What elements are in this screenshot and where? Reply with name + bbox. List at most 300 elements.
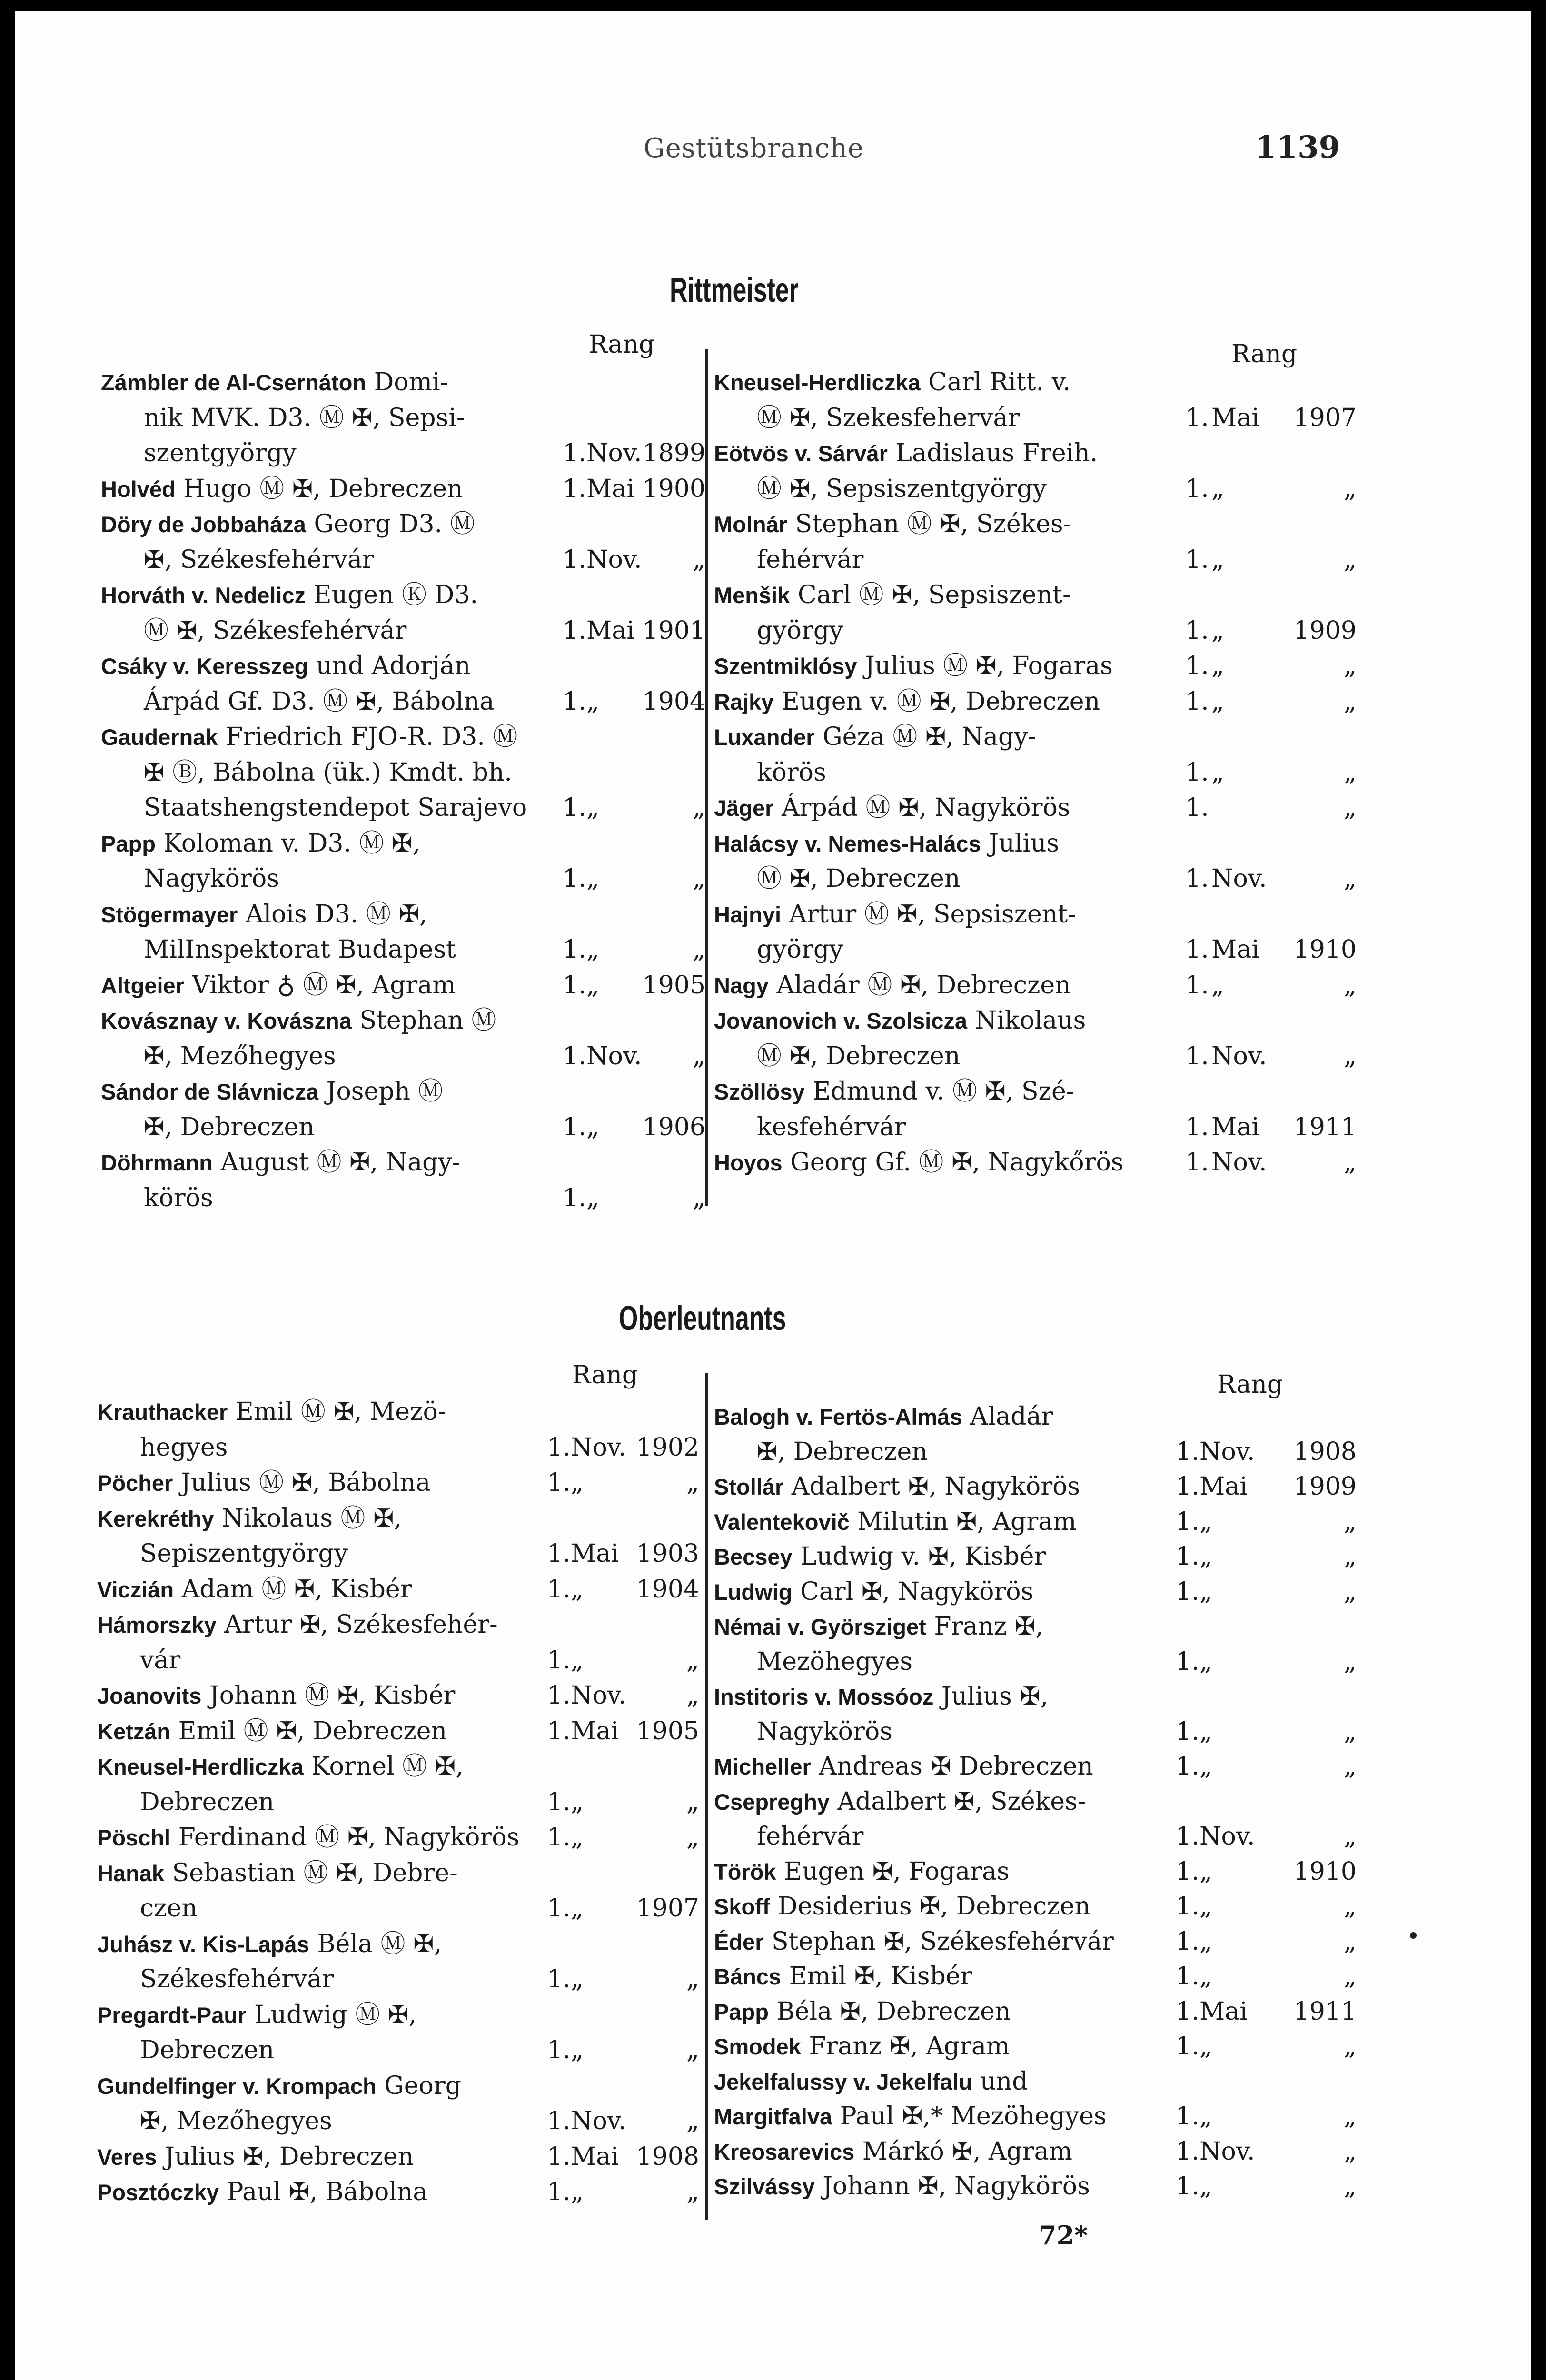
entry-row xyxy=(714,1434,1357,1469)
officer-name: Veres xyxy=(97,2144,157,2170)
entry-text: Ludwig Ⓜ ✠, xyxy=(246,2000,416,2029)
entry-text: Ludwig v. ✠, Kisbér xyxy=(792,1542,1046,1571)
rank-month: „ xyxy=(586,864,599,893)
entry-text: Géza Ⓜ ✠, Nagy- xyxy=(814,723,1037,751)
rank-month: „ xyxy=(1199,1717,1212,1746)
entry-text: Koloman v. D3. Ⓜ ✠, xyxy=(155,829,421,858)
entry-row xyxy=(97,2139,699,2174)
entry-row xyxy=(101,471,705,506)
rank-year: „ xyxy=(693,1041,705,1071)
rank-month: „ xyxy=(1199,1752,1212,1781)
rang-header-left: Rang xyxy=(572,1361,638,1389)
entry-text: Ferdinand Ⓜ ✠, Nagykörös xyxy=(170,1823,520,1852)
entry-text: Paul ✠, Bábolna xyxy=(218,2178,428,2206)
section-title-oberleutnants: Oberleutnants xyxy=(619,1299,786,1338)
rank-year: „ xyxy=(1344,1822,1357,1851)
rank-year: 1910 xyxy=(1293,935,1357,964)
rank-day: 1. xyxy=(1176,1542,1199,1571)
rank-year: 1905 xyxy=(636,1716,699,1745)
rank-day: 1. xyxy=(563,935,586,964)
entry-text: Georg xyxy=(376,2071,461,2100)
entry-row xyxy=(101,1110,705,1145)
entry-text: Ⓜ ✠, Debreczen xyxy=(757,1041,961,1071)
entry-row xyxy=(714,1924,1357,1959)
entry-row xyxy=(714,2099,1357,2134)
entry-text: ✠, Székesfehérvár xyxy=(144,545,374,574)
page-number: 1139 xyxy=(1255,129,1340,165)
rank-year: 1904 xyxy=(636,1575,699,1604)
officer-name: Rajky xyxy=(714,689,774,714)
rank-year: „ xyxy=(1344,2137,1357,2166)
entry-text: nik MVK. D3. Ⓜ ✠, Sepsi- xyxy=(144,403,465,432)
entry-row xyxy=(714,1854,1357,1889)
entry-row xyxy=(97,1714,699,1749)
rang-header-left: Rang xyxy=(589,330,655,359)
entry-text: Johann ✠, Nagykörös xyxy=(814,2172,1090,2201)
officer-name: Nagy xyxy=(714,972,769,998)
entry-text: Sepiszentgyörgy xyxy=(140,1539,348,1568)
officer-name: Valentekovič xyxy=(714,1509,850,1535)
officer-name: Kneusel-Herdliczka xyxy=(97,1754,304,1779)
entry-row xyxy=(97,2033,699,2068)
rank-month: „ xyxy=(571,2036,584,2064)
entry-text: Johann Ⓜ ✠, Kisbér xyxy=(201,1681,456,1710)
rank-year: „ xyxy=(1344,1892,1357,1921)
rank-month: „ xyxy=(1211,474,1224,503)
entry-text: hegyes xyxy=(140,1433,228,1462)
entry-row xyxy=(714,1784,1357,1819)
entry-row xyxy=(714,1399,1357,1434)
entry-text: Artur ✠, Székesfehér- xyxy=(216,1610,498,1639)
entry-text: Nagykörös xyxy=(144,864,279,893)
entry-text: Ⓜ ✠, Szekesfehervár xyxy=(757,403,1020,432)
entry-row xyxy=(714,506,1357,542)
entry-text: Julius ✠, xyxy=(933,1682,1049,1711)
officer-name: Kerekréthy xyxy=(97,1506,214,1531)
rank-year: „ xyxy=(693,545,705,574)
rank-month: „ xyxy=(1211,758,1224,787)
section-title-rittmeister: Rittmeister xyxy=(670,271,799,309)
entry-row xyxy=(97,1572,699,1607)
officer-name: Viczián xyxy=(97,1577,174,1602)
officer-name: Szöllösy xyxy=(714,1079,805,1104)
officer-name: Kneusel-Herdliczka xyxy=(714,370,921,395)
rank-year: „ xyxy=(686,1468,699,1497)
entry-row xyxy=(101,1074,705,1109)
rank-day: 1. xyxy=(563,474,586,503)
rank-day: 1. xyxy=(1176,2172,1199,2201)
officer-name: Juhász v. Kis-Lapás xyxy=(97,1931,309,1957)
rank-year: 1908 xyxy=(1293,1437,1357,1466)
entry-text: und Adorján xyxy=(308,652,471,680)
rank-year: 1905 xyxy=(642,971,705,1000)
rank-month: „ xyxy=(571,1894,584,1923)
entry-row xyxy=(101,613,705,648)
officer-name: Stollár xyxy=(714,1474,784,1499)
rank-day: 1. xyxy=(1185,474,1209,503)
rank-month: „ xyxy=(1199,1927,1212,1956)
rank-day: 1. xyxy=(547,1681,571,1710)
rank-year: 1900 xyxy=(642,474,705,503)
entry-text: Joseph Ⓜ xyxy=(318,1077,443,1106)
officer-name: Sándor de Slávnicza xyxy=(101,1079,319,1104)
entry-text: Aladár xyxy=(962,1402,1053,1431)
officer-name: Pregardt-Paur xyxy=(97,2002,247,2028)
officer-name: Pöcher xyxy=(97,1470,173,1496)
entry-row xyxy=(101,1003,705,1038)
rank-year: 1908 xyxy=(636,2142,699,2171)
entry-row xyxy=(714,1959,1357,1994)
rank-month: „ xyxy=(586,971,599,1000)
rank-year: 1904 xyxy=(642,687,705,716)
entry-row xyxy=(97,1891,699,1926)
rank-year: 1911 xyxy=(1293,1997,1357,2026)
entry-row xyxy=(101,542,705,577)
entry-text: Ⓜ ✠, Sepsiszentgyörgy xyxy=(757,474,1047,503)
officer-name: Ludwig xyxy=(714,1579,793,1605)
entry-text: Georg D3. Ⓜ xyxy=(306,510,475,538)
entry-text: August Ⓜ ✠, Nagy- xyxy=(213,1148,461,1177)
entry-text: Viktor ♁ Ⓜ ✠, Agram xyxy=(184,971,456,1000)
entry-text: Debreczen xyxy=(140,2036,275,2064)
entry-row xyxy=(714,1539,1357,1574)
rank-month: Mai xyxy=(1199,1997,1248,2026)
entry-text: und xyxy=(972,2067,1028,2096)
rank-day: 1. xyxy=(1185,971,1209,1000)
rank-year: „ xyxy=(693,864,705,893)
entry-row xyxy=(714,471,1357,506)
entry-text: Eugen v. Ⓜ ✠, Debreczen xyxy=(773,687,1100,716)
entry-row xyxy=(714,1994,1357,2029)
officer-name: Eötvös v. Sárvár xyxy=(714,441,888,466)
officer-name: Altgeier xyxy=(101,972,184,998)
running-header: Gestütsbranche xyxy=(644,133,864,164)
entry-row xyxy=(714,1609,1357,1644)
rank-day: 1. xyxy=(1176,1822,1199,1851)
rank-month: Nov. xyxy=(586,545,642,574)
officer-name: Institoris v. Mossóoz xyxy=(714,1684,934,1709)
entry-row xyxy=(101,506,705,542)
rank-day: 1. xyxy=(563,1112,586,1141)
officer-name: Micheller xyxy=(714,1754,811,1779)
rang-header-right: Rang xyxy=(1217,1370,1283,1399)
entry-text: ✠, Debreczen xyxy=(757,1437,928,1466)
entry-row xyxy=(97,1465,699,1500)
rank-year: 1909 xyxy=(1293,616,1357,645)
rank-year: „ xyxy=(1344,2032,1357,2061)
entry-row xyxy=(101,684,705,719)
entry-row xyxy=(714,577,1357,613)
rank-month: „ xyxy=(586,687,599,716)
rank-month: „ xyxy=(571,2178,584,2206)
rank-year: „ xyxy=(1344,1962,1357,1991)
entry-text: vár xyxy=(140,1646,181,1675)
rank-year: „ xyxy=(1344,2102,1357,2131)
officer-name: Stögermayer xyxy=(101,902,238,927)
entry-text: györgy xyxy=(757,616,843,645)
officer-name: Posztóczky xyxy=(97,2180,219,2205)
entry-text: györgy xyxy=(757,935,843,964)
officer-name: Hámorszky xyxy=(97,1612,217,1637)
officer-name: Kovásznay v. Kovászna xyxy=(101,1008,352,1033)
entry-text: Nagykörös xyxy=(757,1717,892,1746)
rank-month: „ xyxy=(571,1468,584,1497)
rank-month: „ xyxy=(571,1823,584,1852)
entry-text: Franz ✠, Agram xyxy=(801,2032,1010,2061)
rank-year: „ xyxy=(1344,1927,1357,1956)
rank-month: Mai xyxy=(1211,403,1259,432)
entry-text: Desiderius ✠, Debreczen xyxy=(770,1892,1090,1921)
entry-row xyxy=(101,1180,705,1216)
entry-row xyxy=(97,1607,699,1642)
rank-day: 1. xyxy=(563,971,586,1000)
entry-text: körös xyxy=(144,1183,213,1212)
entry-text: Paul ✠,* Mezöhegyes xyxy=(832,2102,1107,2131)
entry-row xyxy=(101,968,705,1003)
rank-day: 1. xyxy=(563,687,586,716)
entry-text: MilInspektorat Budapest xyxy=(144,935,456,964)
rank-month: „ xyxy=(1199,1542,1212,1571)
officer-name: Smodek xyxy=(714,2034,801,2059)
entry-text: Béla Ⓜ ✠, xyxy=(309,1929,442,1958)
entry-text: Julius Ⓜ ✠, Fogaras xyxy=(857,652,1113,680)
officer-name: Halácsy v. Nemes-Halács xyxy=(714,831,981,856)
entry-row xyxy=(714,2169,1357,2204)
entry-row xyxy=(714,719,1357,754)
rank-month: „ xyxy=(1211,652,1224,680)
officer-name: Joanovits xyxy=(97,1683,202,1708)
rank-day: 1. xyxy=(563,1041,586,1071)
officer-name: Menšik xyxy=(714,583,790,608)
rank-month: „ xyxy=(1199,1577,1212,1606)
entry-row xyxy=(714,826,1357,861)
entry-row xyxy=(97,1855,699,1891)
rank-year: 1907 xyxy=(1293,403,1357,432)
rank-day: 1. xyxy=(547,1894,571,1923)
officer-name: Csepreghy xyxy=(714,1789,830,1815)
entry-row xyxy=(97,1785,699,1820)
rank-day: 1. xyxy=(1185,687,1209,716)
entry-row xyxy=(97,1820,699,1855)
entry-row xyxy=(101,790,705,825)
officer-name: Pöschl xyxy=(97,1825,171,1850)
entry-row xyxy=(101,365,705,400)
rank-year: „ xyxy=(1344,758,1357,787)
entry-text: ✠ Ⓑ, Bábolna (ük.) Kmdt. bh. xyxy=(144,758,512,787)
entry-row xyxy=(714,400,1357,436)
rank-year: „ xyxy=(1344,1542,1357,1571)
entry-text: Carl Ⓜ ✠, Sepsiszent- xyxy=(790,581,1071,609)
entry-row xyxy=(714,648,1357,684)
officer-name: Szentmiklósy xyxy=(714,654,857,679)
officer-name: Török xyxy=(714,1859,776,1884)
rank-year: 1909 xyxy=(1293,1472,1357,1501)
rank-day: 1. xyxy=(1176,1857,1199,1886)
entry-text: szentgyörgy xyxy=(144,439,297,467)
entry-text: Artur Ⓜ ✠, Sepsiszent- xyxy=(781,900,1076,929)
entry-row xyxy=(714,790,1357,825)
rank-day: 1. xyxy=(1185,1112,1209,1141)
officer-name: Zámbler de Al-Csernáton xyxy=(101,370,367,395)
entry-text: ✠, Mezőhegyes xyxy=(140,2107,332,2135)
rank-month: „ xyxy=(1199,1647,1212,1676)
entry-row xyxy=(101,436,705,471)
officer-name: Némai v. Györsziget xyxy=(714,1614,926,1639)
ink-dot xyxy=(1410,1932,1417,1939)
rank-day: 1. xyxy=(547,1433,571,1462)
rank-month: Mai xyxy=(586,474,634,503)
officer-name: Éder xyxy=(714,1929,764,1954)
rank-month: „ xyxy=(1199,1857,1212,1886)
entry-text: Árpád Gf. D3. Ⓜ ✠, Bábolna xyxy=(144,687,495,716)
entry-text: Julius xyxy=(981,829,1060,858)
rank-month: „ xyxy=(586,935,599,964)
rank-day: 1. xyxy=(563,545,586,574)
rank-month: Mai xyxy=(571,1539,619,1568)
rank-day: 1. xyxy=(563,793,586,822)
entry-row xyxy=(714,1469,1357,1504)
entry-row xyxy=(97,1430,699,1465)
rank-day: 1. xyxy=(547,2036,571,2064)
rank-month: „ xyxy=(1211,616,1224,645)
entry-text: czen xyxy=(140,1894,198,1923)
rank-year: „ xyxy=(686,1787,699,1816)
entry-row xyxy=(714,2134,1357,2169)
entry-text: Carl Ritt. v. xyxy=(920,368,1071,397)
entry-text: Adam Ⓜ ✠, Kisbér xyxy=(174,1575,412,1604)
rank-year: „ xyxy=(686,2107,699,2135)
rank-day: 1. xyxy=(1185,652,1209,680)
entry-row xyxy=(97,2174,699,2210)
entry-text: ✠, Mezőhegyes xyxy=(144,1041,336,1071)
entry-row xyxy=(101,400,705,436)
entry-row xyxy=(714,1574,1357,1609)
rank-day: 1. xyxy=(1185,935,1209,964)
rank-month: „ xyxy=(586,1112,599,1141)
rank-day: 1. xyxy=(1176,2032,1199,2061)
entry-row xyxy=(101,1145,705,1180)
rank-month: Nov. xyxy=(1211,1041,1267,1071)
entry-row xyxy=(714,1110,1357,1145)
rank-day: 1. xyxy=(563,616,586,645)
rank-year: „ xyxy=(1344,1041,1357,1071)
rank-year: „ xyxy=(686,2036,699,2064)
rank-day: 1. xyxy=(1185,403,1209,432)
entry-text: Alois D3. Ⓜ ✠, xyxy=(238,900,427,929)
rank-year: 1910 xyxy=(1293,1857,1357,1886)
rank-month: Nov. xyxy=(586,439,642,467)
rank-month: Mai xyxy=(1199,1472,1248,1501)
rank-year: „ xyxy=(686,1823,699,1852)
entry-row xyxy=(97,1643,699,1678)
entry-row xyxy=(714,1714,1357,1749)
rank-year: 1907 xyxy=(636,1894,699,1923)
entry-row xyxy=(97,1536,699,1571)
rank-month: Nov. xyxy=(1199,1822,1255,1851)
entry-text: Nikolaus Ⓜ ✠, xyxy=(214,1504,402,1533)
rang-header-right: Rang xyxy=(1231,340,1298,368)
officer-name: Jovanovich v. Szolsicza xyxy=(714,1008,968,1033)
entry-text: Emil Ⓜ ✠, Debreczen xyxy=(170,1716,447,1745)
rank-month: „ xyxy=(1199,1892,1212,1921)
entry-text: Márkó ✠, Agram xyxy=(854,2137,1072,2166)
rank-year: 1902 xyxy=(636,1433,699,1462)
officer-name: Krauthacker xyxy=(97,1399,228,1425)
entry-row xyxy=(101,861,705,896)
rank-day: 1. xyxy=(1176,2137,1199,2166)
officer-name: Gundelfinger v. Krompach xyxy=(97,2073,377,2099)
entry-row xyxy=(714,613,1357,648)
rank-month: Nov. xyxy=(571,2107,626,2135)
entry-row xyxy=(101,577,705,613)
rank-year: „ xyxy=(693,1183,705,1212)
entry-text: Staatshengstendepot Sarajevo xyxy=(144,793,527,822)
entry-row xyxy=(714,897,1357,932)
rank-day: 1. xyxy=(563,864,586,893)
rank-month: Nov. xyxy=(571,1433,626,1462)
entry-text: Stephan Ⓜ xyxy=(351,1006,496,1035)
rank-month: „ xyxy=(1199,2172,1212,2201)
rank-year: 1911 xyxy=(1293,1112,1357,1141)
rank-month: Mai xyxy=(571,1716,619,1745)
entry-text: Emil ✠, Kisbér xyxy=(781,1962,972,1991)
rank-month: „ xyxy=(1199,2032,1212,2061)
entry-text: Debreczen xyxy=(140,1787,275,1816)
entry-text: Ⓜ ✠, Székesfehérvár xyxy=(144,616,407,645)
rank-year: „ xyxy=(1344,864,1357,893)
entry-text: Emil Ⓜ ✠, Mezö- xyxy=(228,1398,446,1426)
rank-year: „ xyxy=(1344,545,1357,574)
rank-day: 1. xyxy=(1185,1041,1209,1071)
rank-month: Nov. xyxy=(1211,1148,1267,1177)
rank-day: 1. xyxy=(1185,793,1209,822)
entry-text: Milutin ✠, Agram xyxy=(849,1507,1077,1536)
entry-row xyxy=(97,1678,699,1713)
entry-text: fehérvár xyxy=(757,1822,864,1851)
officer-name: Gaudernak xyxy=(101,724,218,750)
rank-day: 1. xyxy=(1185,864,1209,893)
entry-text: Domi- xyxy=(366,368,449,397)
entry-text: Aladár Ⓜ ✠, Debreczen xyxy=(768,971,1071,1000)
rank-day: 1. xyxy=(1185,545,1209,574)
rank-day: 1. xyxy=(547,1539,571,1568)
rank-year: 1903 xyxy=(636,1539,699,1568)
entry-row xyxy=(714,932,1357,967)
rank-month: „ xyxy=(571,1646,584,1675)
entry-row xyxy=(714,436,1357,471)
officer-name: Döry de Jobbaháza xyxy=(101,512,306,537)
officer-name: Ketzán xyxy=(97,1718,171,1744)
rank-day: 1. xyxy=(1176,1472,1199,1501)
entry-row xyxy=(714,1003,1357,1038)
rank-year: „ xyxy=(1344,1752,1357,1781)
officer-name: Báncs xyxy=(714,1964,782,1989)
entry-row xyxy=(714,1644,1357,1679)
rank-day: 1. xyxy=(547,1468,571,1497)
officer-name: Becsey xyxy=(714,1544,793,1569)
entry-row xyxy=(97,1962,699,1997)
rank-year: 1906 xyxy=(642,1112,705,1141)
officer-name: Papp xyxy=(101,831,156,856)
rank-month: Nov. xyxy=(1199,2137,1255,2166)
entry-row xyxy=(714,968,1357,1003)
rank-day: 1. xyxy=(547,1716,571,1745)
entry-text: Georg Gf. Ⓜ ✠, Nagykőrös xyxy=(782,1148,1124,1177)
rank-month: Mai xyxy=(1211,1112,1259,1141)
rank-day: 1. xyxy=(547,1646,571,1675)
page xyxy=(15,11,1531,2380)
rank-month: „ xyxy=(571,1787,584,1816)
